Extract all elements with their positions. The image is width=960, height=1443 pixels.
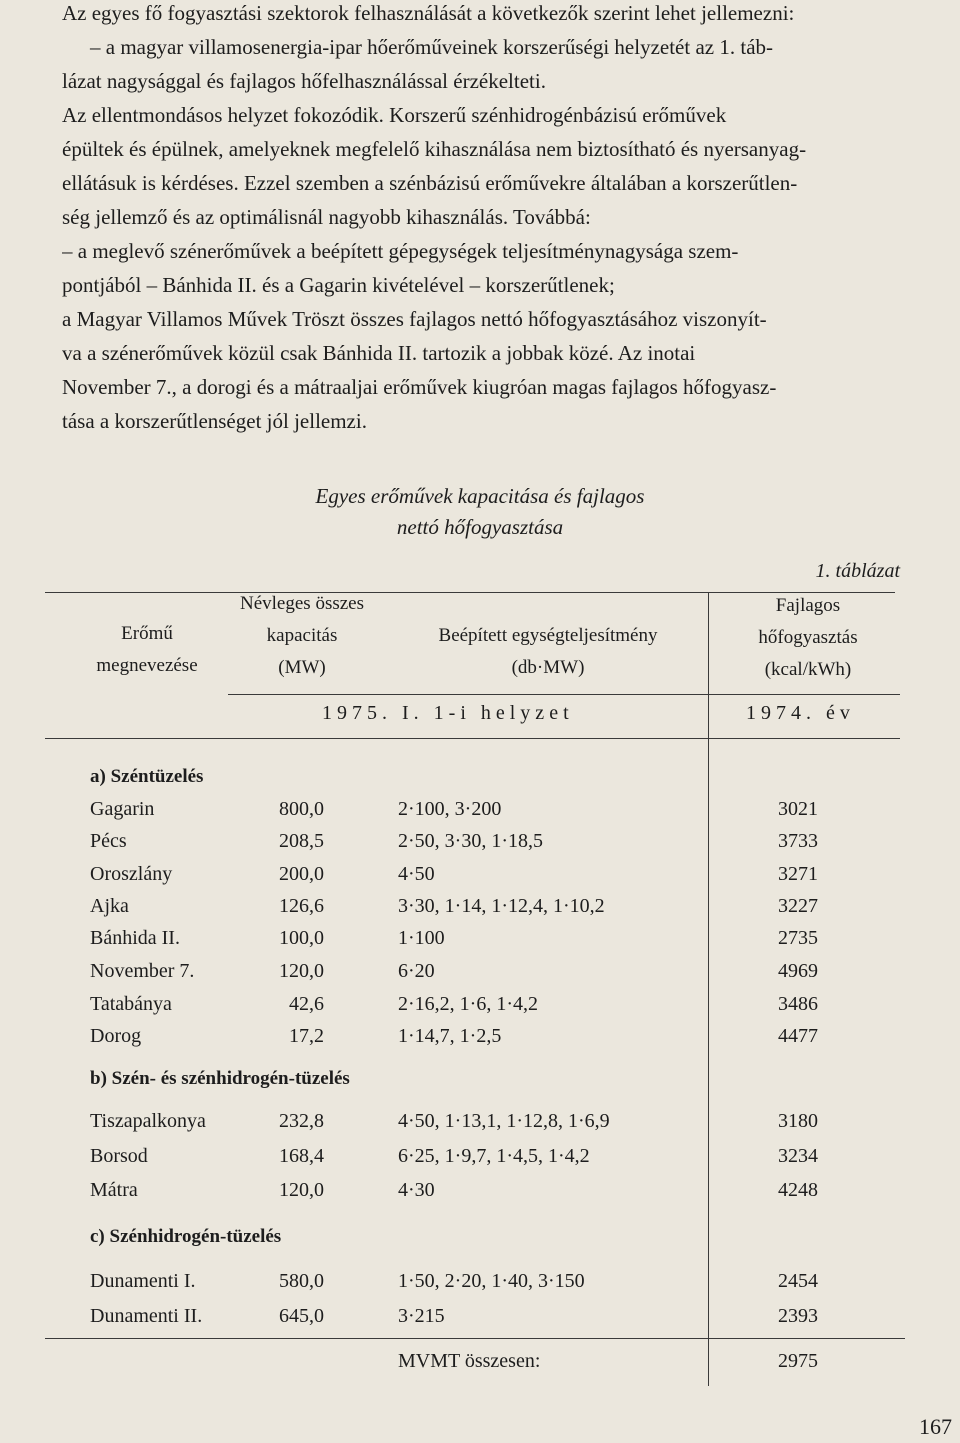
heat-value: 2735 <box>778 927 818 949</box>
section-b-heading: b) Szén- és szénhidrogén-tüzelés <box>90 1068 350 1089</box>
units-value: 1·100 <box>398 927 445 949</box>
text-line: – a magyar villamosenergia-ipar hőerőműveinek korszerűségi helyzetét az 1. táb- <box>90 35 774 59</box>
units-value: 2·100, 3·200 <box>398 798 502 820</box>
units-value: 3·30, 1·14, 1·12,4, 1·10,2 <box>398 895 605 917</box>
text-line: épültek és épülnek, amelyeknek megfelelő kihasználása nem biztosítható és nyersanyag- <box>62 137 807 161</box>
text-line: November 7., a dorogi és a mátraaljai erőművek kiugróan magas fajlagos hőfogyasz- <box>62 375 777 399</box>
heat-value: 3021 <box>778 798 818 820</box>
plant-name: Dorog <box>90 1025 142 1047</box>
header-heat: Fajlagos hőfogyasztás (kcal/kWh) <box>758 595 858 680</box>
section-c-heading: c) Szénhidrogén-tüzelés <box>90 1226 282 1247</box>
plant-name: Tiszapalkonya <box>90 1110 206 1132</box>
plant-name: Gagarin <box>90 798 155 820</box>
header-sub-rule <box>228 694 900 695</box>
section-a-heading: a) Széntüzelés <box>90 766 204 787</box>
column-separator <box>708 592 709 1386</box>
heat-value: 3271 <box>778 863 818 885</box>
heat-value: 2454 <box>778 1270 818 1292</box>
units-value: 4·30 <box>398 1179 435 1201</box>
units-value: 4·50 <box>398 863 435 885</box>
heat-value: 3486 <box>778 993 818 1015</box>
capacity-value: 17,2 <box>289 1025 324 1047</box>
units-value: 1·14,7, 1·2,5 <box>398 1025 502 1047</box>
text-line: Az egyes fő fogyasztási szektorok felhasználását a következők szerint lehet jellemezni: <box>62 1 795 25</box>
text-line: ellátásuk is kérdéses. Ezzel szemben a szénbázisú erőművekre általában a korszerűtlen- <box>62 171 798 195</box>
capacity-value: 126,6 <box>279 895 324 917</box>
plant-name: Mátra <box>90 1179 138 1201</box>
units-value: 1·50, 2·20, 1·40, 3·150 <box>398 1270 585 1292</box>
heat-value: 3180 <box>778 1110 818 1132</box>
text-line: tása a korszerűtlenséget jól jellemzi. <box>62 409 367 433</box>
header-plant: Erőmű megnevezése <box>96 623 198 676</box>
capacity-value: 200,0 <box>279 863 324 885</box>
body-paragraph <box>62 0 950 438</box>
heat-value: 2393 <box>778 1305 818 1327</box>
capacity-value: 580,0 <box>279 1270 324 1292</box>
units-value: 2·16,2, 1·6, 1·4,2 <box>398 993 538 1015</box>
heat-value: 4248 <box>778 1179 818 1201</box>
units-value: 6·25, 1·9,7, 1·4,5, 1·4,2 <box>398 1145 590 1167</box>
capacity-value: 168,4 <box>279 1145 324 1167</box>
plant-name: November 7. <box>90 960 195 982</box>
header-period: 1975. I. 1-i helyzet <box>322 702 574 724</box>
header-year: 1974. év <box>746 702 855 724</box>
plant-name: Dunamenti II. <box>90 1305 203 1327</box>
page-number: 167 <box>919 1414 952 1439</box>
heat-value: 4477 <box>778 1025 818 1047</box>
units-value: 3·215 <box>398 1305 445 1327</box>
units-value: 4·50, 1·13,1, 1·12,8, 1·6,9 <box>398 1110 610 1132</box>
heat-value: 4969 <box>778 960 818 982</box>
table-caption-line2: nettó hőfogyasztása <box>396 515 564 539</box>
capacity-value: 120,0 <box>279 1179 324 1201</box>
plant-name: Oroszlány <box>90 863 173 885</box>
text-line: pontjából – Bánhida II. és a Gagarin kivételével – korszerűtlenek; <box>62 273 615 297</box>
heat-value: 3234 <box>778 1145 818 1167</box>
units-value: 6·20 <box>398 960 435 982</box>
capacity-value: 232,8 <box>279 1110 324 1132</box>
text-line: a Magyar Villamos Művek Tröszt összes fajlagos nettó hőfogyasztásához viszonyít- <box>62 307 767 331</box>
text-line: – a meglevő szénerőművek a beépített gépegységek teljesítménynagysága szem- <box>62 239 739 263</box>
total-value: 2975 <box>778 1350 818 1372</box>
capacity-value: 100,0 <box>279 927 324 949</box>
heat-value: 3733 <box>778 830 818 852</box>
text-line: Az ellentmondásos helyzet fokozódik. Korszerű szénhidrogénbázisú erőművek <box>62 103 727 127</box>
plant-name: Pécs <box>90 830 127 852</box>
text-line: va a szénerőművek közül csak Bánhida II. tartozik a jobbak közé. Az inotai <box>62 341 696 365</box>
text-line: lázat nagysággal és fajlagos hőfelhasználással érzékelteti. <box>62 69 546 93</box>
total-label: MVMT összesen: <box>398 1350 541 1372</box>
header-units: Beépített egységteljesítmény (db·MW) <box>438 625 658 678</box>
plant-name: Dunamenti I. <box>90 1270 196 1292</box>
table-caption-line1: Egyes erőművek kapacitása és fajlagos <box>315 484 645 508</box>
plant-name: Bánhida II. <box>90 927 180 949</box>
table-number: 1. táblázat <box>815 560 900 582</box>
table-bottom-rule <box>45 1338 905 1339</box>
capacity-value: 120,0 <box>279 960 324 982</box>
plant-name: Ajka <box>90 895 129 917</box>
capacity-value: 208,5 <box>279 830 324 852</box>
header-capacity: Névleges összes kapacitás (MW) <box>240 593 364 678</box>
capacity-value: 42,6 <box>289 993 324 1015</box>
header-bottom-rule <box>45 738 900 739</box>
units-value: 2·50, 3·30, 1·18,5 <box>398 830 543 852</box>
text-line: ség jellemző és az optimálisnál nagyobb kihasználás. Továbbá: <box>62 205 591 229</box>
heat-value: 3227 <box>778 895 818 917</box>
plant-name: Borsod <box>90 1145 148 1167</box>
plant-name: Tatabánya <box>90 993 172 1015</box>
capacity-value: 645,0 <box>279 1305 324 1327</box>
capacity-value: 800,0 <box>279 798 324 820</box>
